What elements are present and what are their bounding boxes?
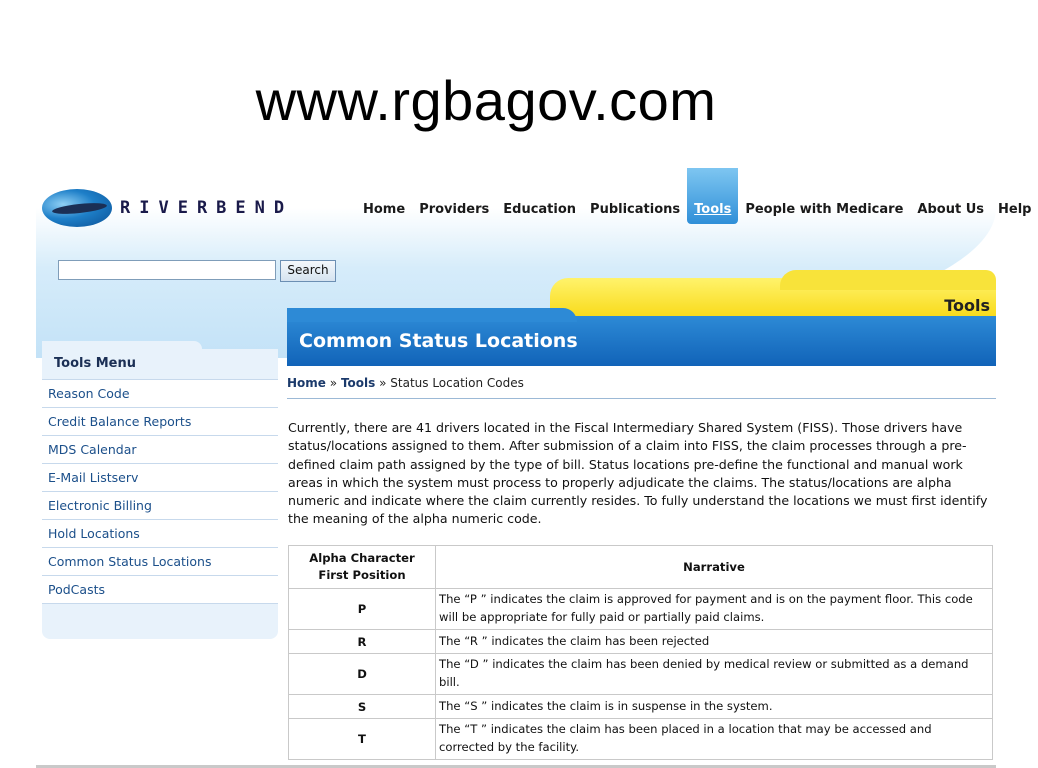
banner-tab [780, 270, 996, 290]
narrative-cell: The “R ” indicates the claim has been rejected [436, 630, 993, 654]
nav-providers[interactable]: Providers [419, 202, 490, 217]
table-row [289, 589, 993, 630]
breadcrumb-divider [287, 398, 996, 399]
nav-about-us[interactable]: About Us [917, 202, 984, 217]
breadcrumb-sep: » [379, 376, 387, 390]
website-screenshot [36, 168, 1032, 768]
nav-people-with-medicare[interactable]: People with Medicare [745, 202, 904, 217]
breadcrumb-tools[interactable]: Tools [340, 376, 376, 390]
narrative-cell: The “S ” indicates the claim is in suspense in the system. [436, 695, 993, 719]
table-row [289, 719, 993, 760]
main-nav [356, 202, 1038, 217]
page-title: Common Status Locations [299, 330, 578, 352]
intro-paragraph: Currently, there are 41 drivers located in the Fiscal Intermediary Shared System (FISS). Those drivers have status/locations assigned to them. After submission of a claim into FISS, the claim processes through a pre-defined claim path assigned by the type of bill. Status locations pre-define the functional and manual work areas in which the system must process to properly adjudicate the claims. The status/locations are alpha numeric and indicate where the claim currently resides. To fully understand the locations we must first identify the meaning of the alpha numeric code. [288, 420, 988, 527]
sidebar-item-reason-code[interactable]: Reason Code [42, 380, 278, 408]
sidebar-title: Tools Menu [42, 349, 278, 380]
nav-home[interactable]: Home [363, 202, 406, 217]
sidebar-item-hold-locations[interactable]: Hold Locations [42, 520, 278, 548]
search-input[interactable] [58, 260, 276, 280]
nav-publications[interactable]: Publications [590, 202, 681, 217]
slide-title: www.rgbagov.com [255, 69, 717, 132]
sidebar-item-email-listserv[interactable]: E-Mail Listserv [42, 464, 278, 492]
narrative-cell: The “D ” indicates the claim has been denied by medical review or submitted as a demand bill. [436, 654, 993, 695]
column-header-alpha: Alpha Character First Position [289, 546, 436, 589]
heading-tab [287, 308, 577, 322]
nav-education[interactable]: Education [503, 202, 577, 217]
tools-sidebar [42, 349, 278, 639]
section-label: Tools [944, 296, 990, 315]
table-row [289, 695, 993, 719]
nav-tools-label: Tools [694, 202, 732, 217]
table-row [289, 654, 993, 695]
sidebar-item-credit-balance-reports[interactable]: Credit Balance Reports [42, 408, 278, 436]
nav-tools[interactable] [687, 202, 738, 217]
riverbend-logo[interactable] [42, 188, 342, 228]
sidebar-item-common-status-locations[interactable]: Common Status Locations [42, 548, 278, 576]
table-row [289, 630, 993, 654]
code-cell: S [289, 695, 436, 719]
code-cell: T [289, 719, 436, 760]
nav-help[interactable]: Help [998, 202, 1032, 217]
breadcrumb [287, 376, 524, 390]
code-cell: D [289, 654, 436, 695]
breadcrumb-current: Status Location Codes [390, 376, 524, 390]
breadcrumb-sep: » [329, 376, 338, 390]
breadcrumb-home[interactable]: Home [287, 376, 326, 390]
code-cell: P [289, 589, 436, 630]
code-cell: R [289, 630, 436, 654]
status-codes-table [288, 545, 993, 760]
narrative-cell: The “T ” indicates the claim has been placed in a location that may be accessed and corrected by the facility. [436, 719, 993, 760]
logo-text: RIVERBEND [120, 198, 294, 218]
narrative-cell: The “P ” indicates the claim is approved for payment and is on the payment floor. This code will be appropriate for fully paid or partially paid claims. [436, 589, 993, 630]
sidebar-item-mds-calendar[interactable]: MDS Calendar [42, 436, 278, 464]
sidebar-item-electronic-billing[interactable]: Electronic Billing [42, 492, 278, 520]
page-heading-bar [287, 316, 996, 366]
sidebar-item-podcasts[interactable]: PodCasts [42, 576, 278, 604]
table-header-row [289, 546, 993, 589]
logo-icon [42, 189, 112, 227]
column-header-narrative: Narrative [436, 546, 993, 589]
search-button[interactable]: Search [280, 260, 336, 282]
